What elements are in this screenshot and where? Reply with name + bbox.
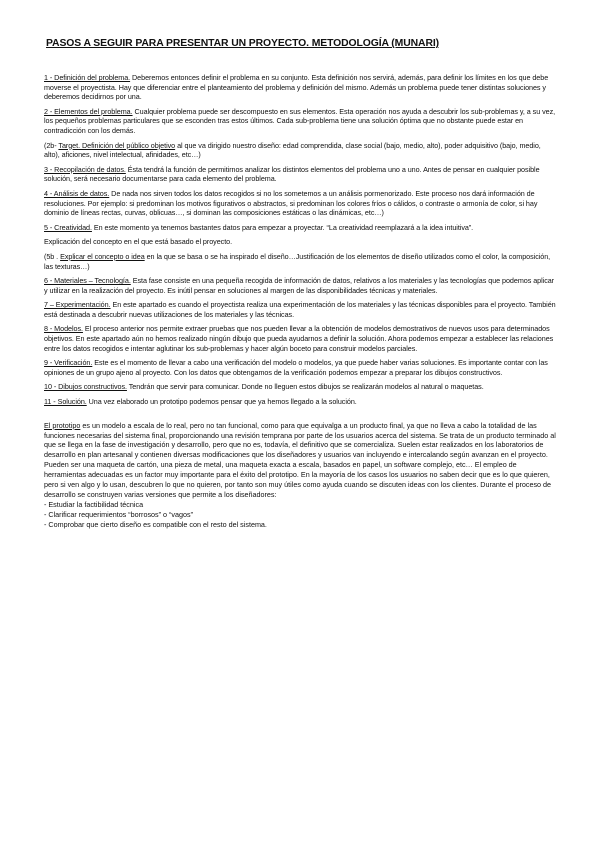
- step-3-text: Ésta tendrá la función de permitirnos analizar los distintos elementos del problema uno a uno. Antes de pensar en cualquier posible solución, será necesario documentarse para cada elemento del problema.: [44, 164, 540, 184]
- step-3: [44, 165, 556, 184]
- prototype-label: El prototipo: [44, 420, 81, 430]
- step-5: [44, 223, 556, 233]
- step-2-label: 2 - Elementos del problema.: [44, 106, 133, 116]
- document-page: [44, 38, 556, 530]
- step-6: [44, 276, 556, 295]
- step-5b-prefix: (5b .: [44, 251, 61, 261]
- prototype-bullet-2: - Clarificar requerimientos “borrosos” o “vagos”: [44, 509, 193, 519]
- prototype-paragraph: [44, 421, 556, 500]
- step-10-label: 10 - Dibujos constructivos.: [44, 382, 127, 392]
- step-7-text: En este apartado es cuando el proyectista realiza una experimentación de los materiales y las técnicas disponibles para el proyecto. También está destinada a descubrir nuevas utilizaciones de los materiales y las técnicas.: [44, 300, 556, 319]
- step-5-concept-text: Explicación del concepto en el que está basado el proyecto.: [44, 237, 233, 247]
- prototype-section: [44, 421, 556, 530]
- step-1: [44, 73, 556, 102]
- step-7-label: 7 – Experimentación.: [44, 300, 111, 310]
- step-5b-text: en la que se basa o se ha inspirado el diseño…Justificación de los elementos de diseño utilizados como el color, la composición, las texturas…): [44, 251, 551, 271]
- step-10-text: Tendrán que servir para comunicar. Donde no lleguen estos dibujos se realizarán modelos al natural o maquetas.: [126, 382, 484, 392]
- step-7: [44, 300, 556, 319]
- step-9: [44, 358, 556, 377]
- prototype-text: es un modelo a escala de lo real, pero no tan funcional, como para que equivalga a un producto final, ya que no lleva a cabo la totalidad de las funciones necesarias del sistema final, proporcionando una revisión temprana por parte de los usuarios acerca del sistema. Se trata de un producto terminado al que se llega en la fase de investigación y desarrollo, pero que no es, todavía, el definitivo que se comercializa. Suelen estar realizados en los laboratorios de desarrollo en plan artesanal y contienen diversas modificaciones que los diseñadores y usuarios van incluyendo e intercalando según avanzan en el proyecto. Pueden ser una maqueta de cartón, una pieza de metal, una maqueta exacta a escala, basados en papel, un software complejo, etc… El empleo de herramientas adecuadas es un factor muy importante para el éxito del prototipo. En la mayoría de los casos los usuarios no saben decir que es lo que quieren, pero si ven algo y lo usan, descubren lo que no quieren, por tanto son muy útiles como ayuda cuando se discuten ideas con los clientes. Durante el proceso de desarrollo se construyen varias versiones que permite a los diseñadores:: [44, 420, 556, 499]
- step-2b: [44, 141, 556, 160]
- step-4-label: 4 - Análisis de datos.: [44, 188, 110, 198]
- step-8-text: El proceso anterior nos permite extraer pruebas que nos pueden llevar a la obtención de modelos demostrativos de nuevos usos para determinados objetivos. En este apartado aún no hemos realizado ningún dibujo que pueda ayudarnos a definir la solución. Ahora podemos empezar a establecer las relaciones entre los datos recogidos e intentar aglutinar los sub-problemas y hacer algún boceto para construir modelos parciales.: [44, 324, 554, 353]
- step-11-text: Una vez elaborado un prototipo podemos pensar que ya hemos llegado a la solución.: [86, 397, 357, 407]
- step-5-label: 5 - Creatividad.: [44, 222, 92, 232]
- step-3-label: 3 - Recopilación de datos.: [44, 164, 126, 174]
- step-8: [44, 324, 556, 353]
- step-4-text: De nada nos sirven todos los datos recogidos si no los sometemos a un análisis pormenorizado. Este proceso nos dará información de resoluciones. Por ejemplo: si predominan los motivos figurativos o abstractos, si predominan los colores fríos o cálidos, o contraste o armonía de color, si hay dominio de líneas rectas, curvas, oblicuas…, si dominan las composiciones estáticas o las dinámicas, etc…): [44, 188, 538, 218]
- section-gap: [44, 412, 556, 421]
- prototype-bullet-3: - Comprobar que cierto diseño es compatible con el resto del sistema.: [44, 519, 267, 529]
- step-9-text: Este es el momento de llevar a cabo una verificación del modelo o modelos, ya que puede haber varias soluciones. Es importante contar con las opiniones de un grupo ajeno al proyecto. Con los datos que obtengamos de la verificación podemos empezar a preparar los dibujos constructivos.: [44, 358, 548, 377]
- prototype-bullet-1: - Estudiar la factibilidad técnica: [44, 499, 144, 509]
- step-6-text: Esta fase consiste en una pequeña recogida de información de datos, relativos a los materiales y las tecnologías que podemos aplicar y utilizar en la realización del proyecto. Es inútil pensar en soluciones al margen de las disponibilidades técnicas y materiales.: [44, 276, 555, 295]
- step-2b-label: Target. Definición del público objetivo: [58, 140, 176, 150]
- step-5-concept: [44, 237, 556, 247]
- step-6-label: 6 - Materiales – Tecnología.: [44, 276, 131, 286]
- step-5b: [44, 252, 556, 271]
- step-10: [44, 382, 556, 392]
- step-1-label: 1 - Definición del problema.: [44, 73, 131, 82]
- step-9-label: 9 - Verificación.: [44, 358, 93, 368]
- step-2b-prefix: (2b-: [44, 140, 59, 150]
- step-11-label: 11 - Solución.: [44, 397, 87, 407]
- step-1-text: Deberemos entonces definir el problema en su conjunto. Esta definición nos servirá, además, para definir los límites en los que debe moverse el proyectista. Hay que diferenciar entre el planteamiento del problema y definición del mismo. Además un problema puede tener distintas soluciones y deberemos decidirnos por una.: [44, 73, 549, 102]
- step-2b-text: al que va dirigido nuestro diseño: edad comprendida, clase social (bajo, medio, alto), poder adquisitivo (bajo, medio, alto), aficiones, nivel intelectual, afinidades, etc…): [44, 140, 541, 160]
- step-11: [44, 397, 556, 407]
- step-5b-label: Explicar el concepto o idea: [60, 251, 145, 261]
- step-8-label: 8 - Modelos.: [44, 324, 83, 334]
- step-5-text: En este momento ya tenemos bastantes datos para empezar a proyectar. “La creatividad reemplazará a la idea intuitiva”.: [91, 222, 474, 232]
- step-4: [44, 189, 556, 218]
- step-2-text: Cualquier problema puede ser descompuesto en sus elementos. Esta operación nos ayuda a descubrir los sub-problemas y, a su vez, los pequeños problemas particulares que se esconden tras estos últimos. Cada sub-problema tiene una solución óptima que no obstante puede estar en contradicción con los demás.: [44, 106, 556, 135]
- document-title: PASOS A SEGUIR PARA PRESENTAR UN PROYECTO. METODOLOGÍA (MUNARI): [46, 38, 439, 49]
- step-2: [44, 107, 556, 136]
